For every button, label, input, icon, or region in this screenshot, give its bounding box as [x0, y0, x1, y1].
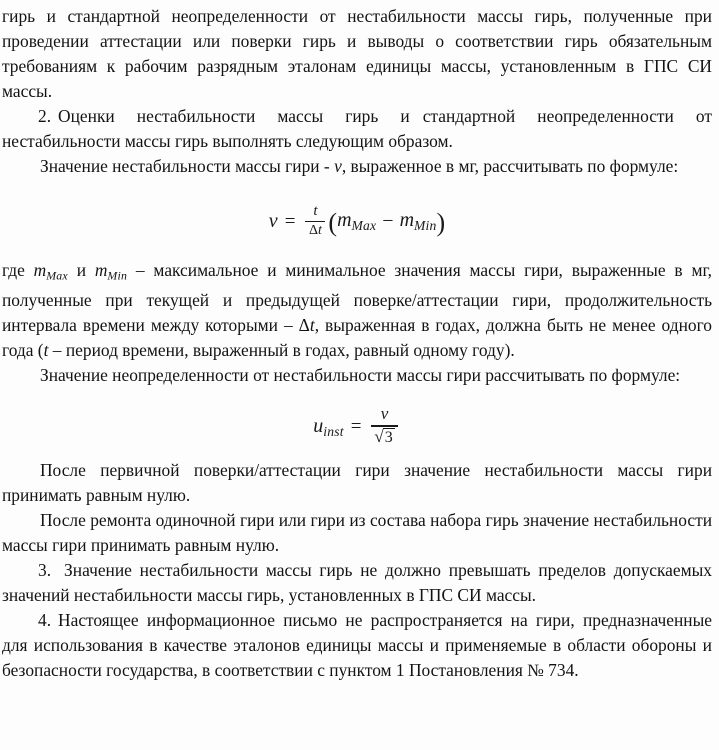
item-3-text: Значение нестабильности массы гирь не должно превышать пределов допускаемых значений нестабильности массы гирь, установленных в ГПС СИ массы. [2, 560, 712, 606]
formula-uinst-lhs-base: u [313, 414, 324, 437]
formula-nu-minus: − [382, 210, 394, 233]
nu-symbol-inline: ν [334, 156, 342, 176]
formula-nu-term-2-base: m [399, 209, 415, 232]
formula-uinst-numerator: ν [380, 404, 389, 424]
m-min-base: m [94, 260, 108, 280]
formula-nu-open-paren: ( [328, 208, 338, 238]
item-4-text: Настоящее информационное письмо не распространяется на гири, предназначенные для использования в качестве эталонов единицы массы и применяемые в области обороны и безопасности государства, в соответствии с пунктом 1 Постановления № 734. [2, 610, 712, 681]
m-min-inline [94, 260, 128, 283]
paragraph-after-repair: После ремонта одиночной гири или гири из состава набора гирь значение нестабильности массы гири принимать равным нулю. [2, 510, 712, 556]
where-label: где [2, 260, 34, 280]
paragraph-item-4 [2, 608, 712, 683]
formula-nu-denominator-delta: Δ [308, 223, 318, 239]
formula-nu-equals: = [284, 210, 296, 232]
paragraph-variable-definitions [2, 258, 712, 363]
formula-uinst-block [2, 400, 712, 458]
formula-nu-term-1-base: m [337, 209, 352, 232]
paragraph-item-3 [2, 558, 712, 608]
formula-uinst-lhs-sub: inst [323, 423, 344, 439]
formula-nu-term-2-sub: Min [414, 218, 437, 234]
formula-nu [269, 204, 445, 239]
formula-uinst-denominator [371, 427, 397, 447]
item-2-number: 2. [38, 106, 52, 126]
definitions-text-3: – период времени, выраженный в годах, равный одному году). [48, 340, 515, 361]
formula-nu-denominator-var: t [317, 223, 322, 239]
formula-nu-close-paren: ) [436, 208, 446, 238]
formula-nu-denominator [306, 222, 325, 238]
definitions-text-2: , выраженная в годах, должна быть не менее одного года ( [2, 315, 712, 361]
paragraph-formula-2-intro: Значение неопределенности от нестабильности массы гири рассчитывать по формуле: [40, 365, 681, 386]
conjunction-and: и [67, 260, 95, 280]
square-root-icon [374, 428, 394, 447]
delta-symbol-inline: Δ [298, 315, 310, 336]
radicand-value: 3 [384, 428, 393, 446]
m-max-base: m [33, 260, 47, 280]
formula-nu-numerator: t [313, 203, 318, 219]
formula-1-intro-part-1: Значение нестабильности массы гири - [40, 156, 335, 176]
item-4-number: 4. [38, 610, 52, 631]
formula-uinst [313, 406, 401, 448]
formula-nu-block [2, 196, 712, 258]
item-2-text-part-1: Оценки нестабильности массы гирь и [58, 106, 410, 126]
formula-nu-term-1 [337, 209, 376, 234]
m-max-sub: Max [46, 268, 68, 283]
item-3-number: 3. [38, 560, 52, 581]
item-2-text-part-2: стандартной неопределенности от нестабильности массы гирь выполнять следующим образом. [2, 106, 712, 151]
paragraph-formula-1-intro [2, 154, 712, 179]
formula-1-intro-part-2: , выраженное в мг, рассчитывать по формуле: [341, 156, 679, 176]
paragraph-continuation: гирь и стандартной неопределенности от нестабильности массы гирь, полученные при проведении аттестации или поверки гирь и выводы о соответствии гирь обязательным требованиям к рабочим разрядным эталонам единицы массы, установленным в ГПС СИ массы. [2, 6, 712, 101]
m-max-inline [33, 260, 68, 283]
t-var-inline: t [43, 340, 49, 361]
m-min-sub: Min [107, 268, 128, 283]
paragraph-item-2 [2, 104, 712, 154]
formula-nu-term-1-sub: Max [351, 218, 377, 234]
paragraph-after-initial-verification: После первичной поверки/аттестации гири значение нестабильности массы гири принимать равным нулю. [2, 460, 712, 506]
definitions-text-1: – максимальное и минимальное значения массы гири, выраженные в мг, полученные при текущей и предыдущей поверке/аттестации гири, продолжительность интервала времени между которыми – [2, 260, 712, 336]
formula-uinst-fraction [371, 405, 397, 447]
delta-t-var-inline: t [309, 315, 315, 336]
formula-uinst-lhs [313, 415, 343, 440]
formula-uinst-equals: = [350, 416, 362, 438]
formula-nu-lhs: ν [268, 210, 278, 233]
formula-nu-term-2 [400, 209, 437, 234]
radical-sign: √ [374, 426, 384, 446]
formula-nu-fraction [305, 203, 325, 238]
